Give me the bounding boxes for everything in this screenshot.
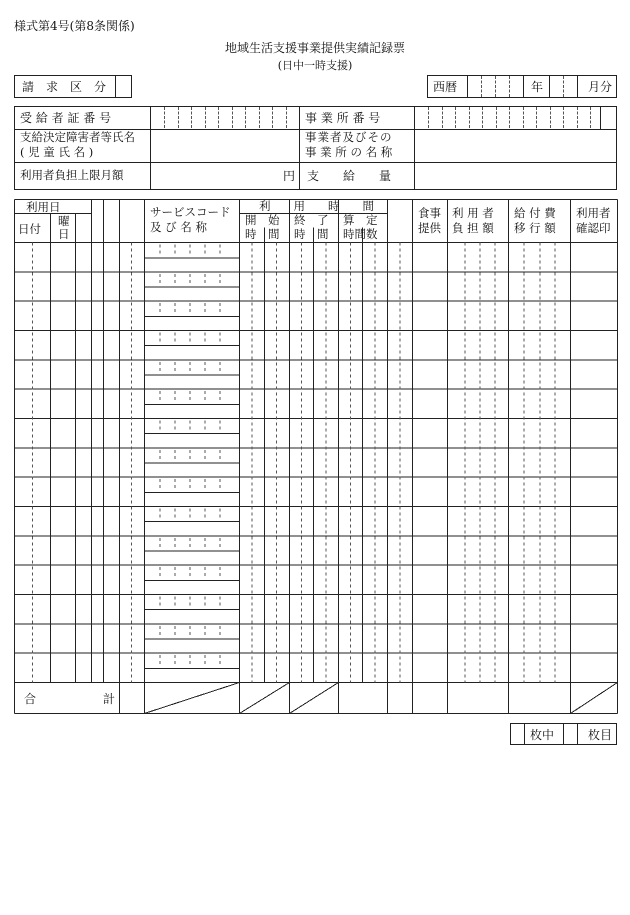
benefit-header-1: 給 付 費 <box>514 206 556 220</box>
total-label-2: 計 <box>103 692 116 706</box>
calc-hours-header-2: 時間数 <box>343 227 378 241</box>
month-label: 月分 <box>588 80 613 94</box>
sheets-total-field[interactable] <box>511 724 523 744</box>
service-code-header-2: 及 び 名 称 <box>150 220 207 234</box>
use-date-header: 利用日 <box>26 200 61 214</box>
start-time-header-2: 時 間 <box>245 227 280 241</box>
start-time-header-1: 開 始 <box>245 213 280 227</box>
year-label: 年 <box>531 80 544 94</box>
person-name-label-1: 支給決定障害者等氏名 <box>20 130 135 144</box>
page-title: 地域生活支援事業提供実績記録票 <box>224 41 405 55</box>
confirm-header-2: 確認印 <box>576 221 611 235</box>
benefit-header-2: 移 行 額 <box>514 221 556 235</box>
yen-unit: 円 <box>283 169 296 183</box>
grid-line <box>290 682 339 713</box>
person-name-label-2: ( 児 童 氏 名 ) <box>20 145 94 159</box>
confirm-header-1: 利用者 <box>576 206 611 220</box>
meal-header-2: 提供 <box>418 221 441 235</box>
billing-category-label: 請 求 区 分 <box>22 80 107 94</box>
sheet-number-label: 枚目 <box>588 728 613 742</box>
meal-header-1: 食事 <box>418 206 441 220</box>
total-label-1: 合 <box>24 692 37 706</box>
service-code-header-1: サービスコード <box>150 205 231 219</box>
end-time-header-1: 終 了 <box>294 213 329 227</box>
use-time-header: 利 用 時 間 <box>259 199 374 213</box>
era-label: 西暦 <box>433 80 458 94</box>
calc-hours-header-1: 算 定 <box>343 213 378 227</box>
page-subtitle: (日中一時支援) <box>277 59 353 72</box>
weekday-header-1: 曜 <box>58 214 70 228</box>
supply-label: 支 給 量 <box>307 169 392 183</box>
office-number-label: 事 業 所 番 号 <box>305 111 381 125</box>
grid-line <box>571 682 618 713</box>
grid-line <box>240 682 290 713</box>
weekday-header-2: 日 <box>58 227 70 241</box>
provider-label-1: 事業者及びその <box>305 130 393 144</box>
user-burden-header-2: 負 担 額 <box>452 221 494 235</box>
recipient-cert-label: 受 給 者 証 番 号 <box>20 111 112 125</box>
provider-label-2: 事 業 所 の 名 称 <box>305 145 393 159</box>
user-burden-header-1: 利 用 者 <box>452 206 494 220</box>
date-header: 日付 <box>18 222 41 236</box>
grid-line <box>145 682 240 713</box>
sheets-total-label: 枚中 <box>530 728 555 742</box>
sheet-number-field[interactable] <box>564 724 576 744</box>
limit-label: 利用者負担上限月額 <box>20 168 124 182</box>
end-time-header-2: 時 間 <box>294 227 329 241</box>
form-number: 様式第4号(第8条関係) <box>14 19 135 33</box>
